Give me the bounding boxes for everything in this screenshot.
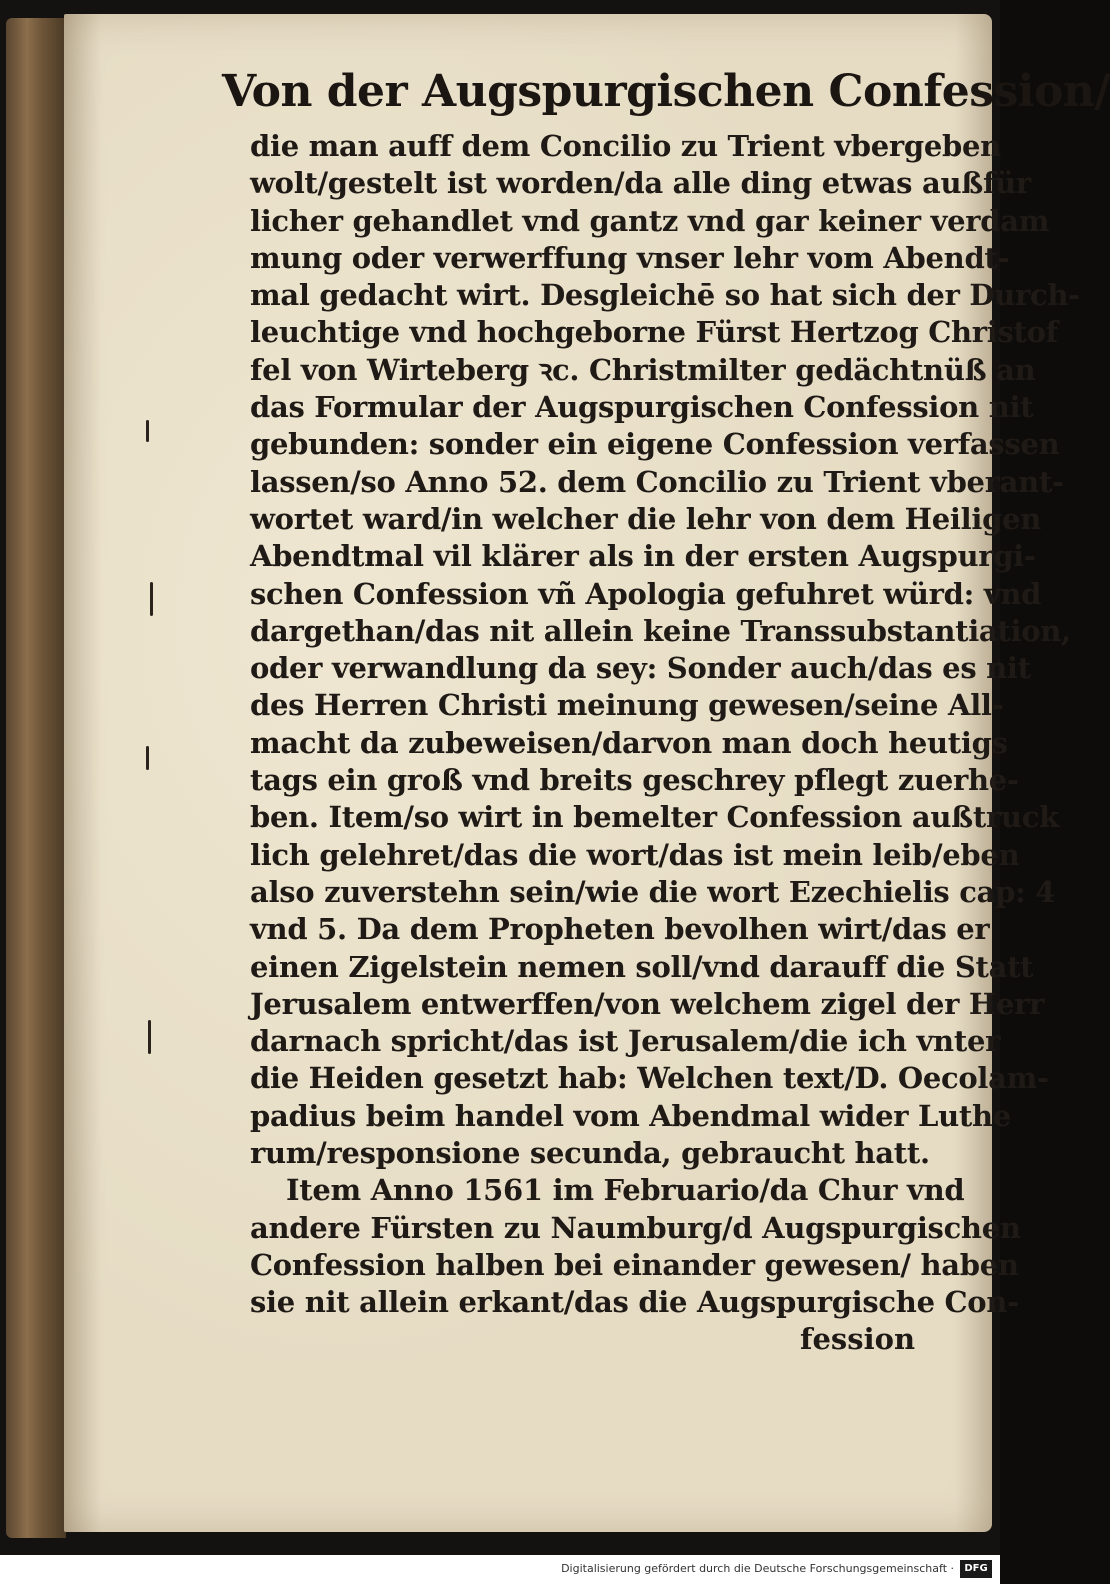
text-line: des Herren Christi meinung gewesen/seine All- <box>250 688 1004 723</box>
text-line: sie nit allein erkant/das die Augspurgische Con- <box>250 1285 1019 1320</box>
text-line: oder verwandlung da sey: Sonder auch/das es nit <box>250 651 1031 686</box>
text-line: leuchtige vnd hochgeborne Fürst Hertzog Christof <box>250 315 1058 350</box>
text-line: Item Anno 1561 im Februario/da Chur vnd <box>286 1173 965 1208</box>
text-line: tags ein groß vnd breits geschrey pflegt zuerhe- <box>250 763 1019 798</box>
dfg-logo: DFG <box>960 1560 992 1578</box>
text-line: andere Fürsten zu Naumburg/d Augspurgischen <box>250 1210 1021 1245</box>
text-line: das Formular der Augspurgischen Confession nit <box>250 390 1034 425</box>
text-line: fel von Wirteberg ꝛc. Christmilter gedächtnüß an <box>250 352 1036 387</box>
text-line: licher gehandlet vnd gantz vnd gar keiner verdam <box>250 203 1050 238</box>
margin-mark <box>146 746 149 770</box>
text-line: darnach spricht/das ist Jerusalem/die ich vnter <box>250 1024 1001 1059</box>
text-line: vnd 5. Da dem Propheten bevolhen wirt/das er <box>250 912 990 947</box>
margin-mark <box>146 420 149 442</box>
text-line: die Heiden gesetzt hab: Welchen text/D. Oecolam- <box>250 1061 1049 1096</box>
text-line: wolt/gestelt ist worden/da alle ding etwas außfür <box>250 166 1031 201</box>
digitization-credit: Digitalisierung gefördert durch die Deutsche Forschungsgemeinschaft · <box>561 1562 954 1575</box>
text-line: also zuverstehn sein/wie die wort Ezechielis cap: 4 <box>250 874 1056 909</box>
text-line: padius beim handel vom Abendmal wider Luthe <box>250 1098 1011 1133</box>
running-header: Von der Augspurgischen Confession/ <box>222 66 1110 117</box>
margin-mark <box>148 1020 151 1054</box>
footer-bar <box>0 1555 1000 1584</box>
text-line: ben. Item/so wirt in bemelter Confession außtruck <box>250 800 1059 835</box>
text-line: einen Zigelstein nemen soll/vnd darauff die Statt <box>250 949 1034 984</box>
text-line: die man auff dem Concilio zu Trient vbergeben <box>250 129 1001 163</box>
text-line: Confession halben bei einander gewesen/ haben <box>250 1247 1019 1282</box>
text-line: schen Confession vñ Apologia gefuhret würd: vnd <box>250 576 1042 611</box>
text-line: mal gedacht wirt. Desgleichē so hat sich der Durch- <box>250 278 1080 313</box>
margin-mark <box>150 582 153 616</box>
text-line: dargethan/das nit allein keine Transsubstantiation, <box>250 613 1071 648</box>
text-line: lassen/so Anno 52. dem Concilio zu Trient vberant- <box>250 464 1064 499</box>
book-edge <box>6 18 66 1538</box>
text-line: macht da zubeweisen/darvon man doch heutigs <box>250 725 1008 760</box>
text-line: lich gelehret/das die wort/das ist mein leib/eben <box>250 837 1020 872</box>
text-line: Jerusalem entwerffen/von welchem zigel der Herr <box>250 986 1045 1021</box>
body-text <box>250 128 1080 1322</box>
text-line: wortet ward/in welcher die lehr von dem Heiligen <box>250 501 1041 536</box>
text-line: rum/responsione secunda, gebraucht hatt. <box>250 1136 930 1171</box>
text-line: gebunden: sonder ein eigene Confession verfassen <box>250 427 1060 462</box>
text-line: Abendtmal vil klärer als in der ersten Augspurgi- <box>250 539 1036 574</box>
catchword: fession <box>800 1322 916 1356</box>
text-line: mung oder verwerffung vnser lehr vom Abendt- <box>250 240 1010 275</box>
